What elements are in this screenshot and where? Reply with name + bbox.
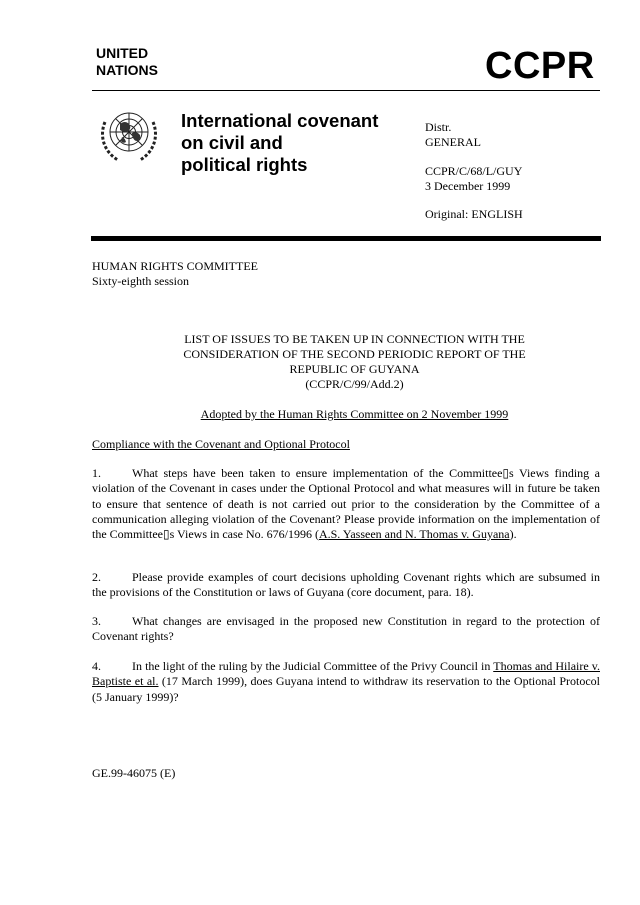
paragraph-number: 1. bbox=[92, 466, 101, 480]
covenant-title-line-1: International covenant bbox=[181, 110, 379, 131]
doc-date: 3 December 1999 bbox=[425, 179, 511, 193]
original-language: Original: ENGLISH bbox=[425, 207, 523, 221]
organization-name bbox=[96, 45, 158, 79]
committee-block bbox=[92, 259, 258, 289]
case-citation: Thomas and Hilaire v. Baptiste et al. bbox=[92, 659, 600, 689]
doc-symbol: CCPR/C/68/L/GUY bbox=[425, 164, 523, 178]
list-title-line-2: CONSIDERATION OF THE SECOND PERIODIC REPORT OF THE bbox=[183, 347, 526, 361]
adoption-text: Adopted by the Human Rights Committee on 2 November 1999 bbox=[200, 407, 509, 421]
list-title-line-1: LIST OF ISSUES TO BE TAKEN UP IN CONNECTION WITH THE bbox=[184, 332, 525, 346]
paragraph-text-end: ). bbox=[509, 527, 517, 542]
paragraph-text: In the light of the ruling by the Judicial Committee of the Privy Council in bbox=[132, 659, 494, 673]
paragraph-number: 3. bbox=[92, 614, 101, 628]
section-heading bbox=[92, 437, 350, 452]
covenant-title-line-3: political rights bbox=[181, 154, 308, 175]
distr-value: GENERAL bbox=[425, 135, 481, 149]
case-citation: A.S. Yasseen and N. Thomas v. Guyana bbox=[318, 527, 510, 542]
paragraph-text: Please provide examples of court decisions upholding Covenant rights which are subsumed in the provisions of the Constitution or laws of Guyana (core document, para. 18). bbox=[92, 570, 600, 600]
list-of-issues-title bbox=[92, 332, 617, 392]
list-title-line-3: REPUBLIC OF GUYANA bbox=[289, 362, 420, 376]
paragraph-text: What changes are envisaged in the proposed new Constitution in regard to the protection of Covenant rights? bbox=[92, 614, 600, 644]
distr-label: Distr. bbox=[425, 120, 452, 134]
paragraph-2 bbox=[92, 570, 600, 601]
header-divider bbox=[91, 236, 601, 241]
covenant-title bbox=[181, 110, 401, 176]
adoption-note bbox=[92, 407, 617, 422]
session-name: Sixty-eighth session bbox=[92, 274, 190, 288]
paragraph-4 bbox=[92, 659, 600, 705]
paragraph-text-end: (17 March 1999), does Guyana intend to withdraw its reservation to the Optional Protocol (5 January 1999)? bbox=[92, 674, 600, 704]
section-heading-text: Compliance with the Covenant and Optional Protocol bbox=[92, 437, 350, 451]
paragraph-number: 2. bbox=[92, 570, 101, 584]
document-symbol-large: CCPR bbox=[485, 45, 595, 87]
org-line-1: UNITED bbox=[96, 45, 149, 61]
org-line-2: NATIONS bbox=[96, 62, 158, 78]
paragraph-1 bbox=[92, 466, 600, 542]
covenant-title-line-2: on civil and bbox=[181, 132, 283, 153]
un-emblem-icon bbox=[96, 102, 162, 168]
document-metadata bbox=[425, 120, 605, 222]
paragraph-number: 4. bbox=[92, 659, 101, 673]
top-divider bbox=[92, 90, 600, 91]
paragraph-text: What steps have been taken to ensure implementation of the Committee▯s Views finding a violation of the Covenant in cases under the Optional Protocol and what measures will in future be taken to ensure that sentence of death is not carried out prior to the consideration by the Committee of a communication alleging violation of the Covenant? Please provide information on the implementation of the Committee▯s Views in case No. 676/1996 ( bbox=[92, 466, 600, 542]
list-title-line-4: (CCPR/C/99/Add.2) bbox=[305, 377, 404, 391]
paragraph-3 bbox=[92, 614, 600, 645]
footer-doc-number: GE.99-46075 (E) bbox=[92, 766, 176, 780]
committee-name: HUMAN RIGHTS COMMITTEE bbox=[92, 259, 258, 273]
